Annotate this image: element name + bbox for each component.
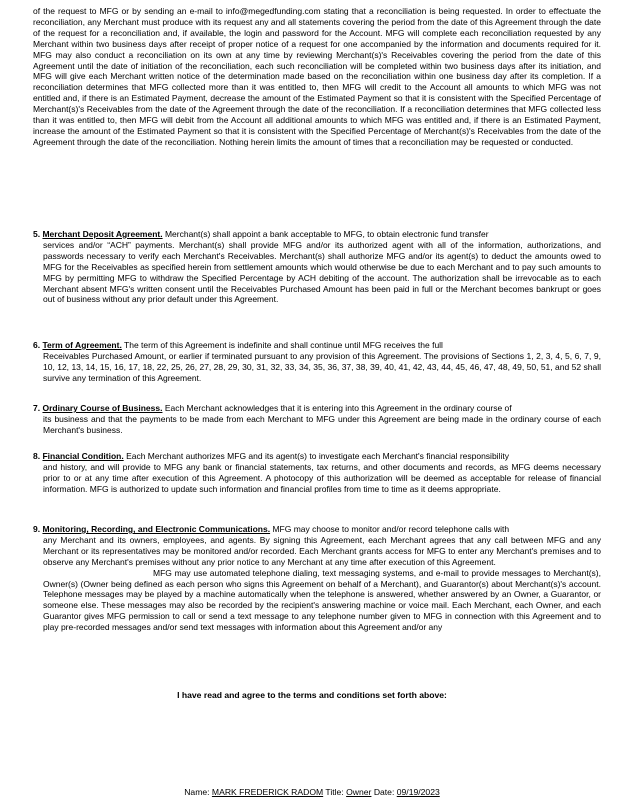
section-first-line: Merchant(s) shall appoint a bank acceptable to MFG, to obtain electronic fund transfer <box>162 229 489 239</box>
section-heading: Merchant Deposit Agreement. <box>42 229 163 239</box>
title-label: Title: <box>325 787 344 797</box>
section-first-line: Each Merchant acknowledges that it is entering into this Agreement in the ordinary course of <box>162 403 512 413</box>
section-first-line: Each Merchant authorizes MFG and its agent(s) to investigate each Merchant's financial responsibility <box>123 451 509 461</box>
section-5 <box>33 229 601 305</box>
date-label: Date: <box>373 787 395 797</box>
section-number: 8. <box>33 451 41 461</box>
section-first-line: MFG may choose to monitor and/or record telephone calls with <box>270 524 510 534</box>
name-label: Name: <box>184 787 210 797</box>
section-heading: Financial Condition. <box>42 451 124 461</box>
section-6 <box>33 340 601 384</box>
intro-paragraph: of the request to MFG or by sending an e-mail to info@megedfunding.com stating that a reconciliation is being requested. In order to effectuate the reconciliation, any Merchant must produce with its request any and all statements covering the period from the date of this Agreement through the date of the request for a reconciliation and, if available, the login and password for the Account. MFG will complete each reconciliation requested by any Merchant within two business days after receipt of proper notice of a request for one accompanied by the information and documents required for it. MFG may also conduct a reconciliation on its own at any time by reviewing Merchant(s)'s Receivables covering the period from the date of this Agreement until the date of initiation of the reconciliation, each such reconciliation will be completed within two business days after its initiation, and MFG will give each Merchant written notice of the determination made based on the reconciliation within one business day after its completion. If a reconciliation determines that MFG collected more than it was entitled to, then MFG will credit to the Account all amounts to which MFG was not entitled and, if there is an Estimated Payment, decrease the amount of the Estimated Payment so that it is consistent with the Specified Percentage of Merchant(s)'s Receivables from the date of the Agreement through the date of the reconciliation. If a reconciliation determines that MFG collected less than it was entitled to, then MFG will debit from the Account all additional amounts to which MFG was entitled and, if there is an Estimated Payment, increase the amount of the Estimated Payment so that it is consistent with the Specified Percentage of Merchant(s)'s Receivables from the date of the Agreement through the date of the reconciliation. Nothing herein limits the amount of times that a reconciliation may be requested or conducted. <box>33 6 601 147</box>
section-body: and history, and will provide to MFG any bank or financial statements, tax returns, and other documents and records, as MFG deems necessary prior to or at any time after execution of this Agreement. A photocopy of this authorization will be deemed as acceptable for release of financial information. MFG is authorized to update such information and financial profiles from time to time as it deems appropriate. <box>43 461 601 494</box>
section-8 <box>33 451 601 495</box>
section-number: 7. <box>33 403 41 413</box>
section-body: its business and that the payments to be made from each Merchant to MFG under this Agreement are being made in the ordinary course of each Merchant's business. <box>43 413 601 435</box>
section-number: 6. <box>33 340 41 350</box>
section-heading: Term of Agreement. <box>42 340 122 350</box>
section-heading: Ordinary Course of Business. <box>42 403 163 413</box>
name-value: MARK FREDERICK RADOM <box>211 787 324 797</box>
date-value: 09/19/2023 <box>396 787 440 797</box>
section-7 <box>33 403 601 436</box>
section-number: 5. <box>33 229 41 239</box>
section-number: 9. <box>33 524 41 534</box>
section-heading: Monitoring, Recording, and Electronic Communications. <box>42 524 271 534</box>
section-body: services and/or “ACH” payments. Merchant(s) shall provide MFG and/or its authorized agent with all of the information, authorizations, and passwords necessary to verify each Merchant's Receivables. Merchant(s) shall authorize MFG and/or its agent(s) to deduct the amounts owed to MFG for the Receivables as specified herein from settlement amounts which would otherwise be due to each Merchant and to pay such amounts to MFG by permitting MFG to withdraw the Specified Percentage by ACH debiting of the account. The authorization shall be irrevocable as to each Merchant absent MFG's written consent until the Receivables Purchased Amount has been paid in full or the Merchant becomes bankrupt or goes out of business without any prior default under this Agreement. <box>43 239 601 305</box>
section-9 <box>33 524 601 633</box>
signature-line <box>0 787 624 797</box>
section-body: any Merchant and its owners, employees, and agents. By signing this Agreement, each Merchant agrees that any call between MFG and any Merchant or its representatives may be monitored and/or recorded. Each Merchant grants access for MFG to enter any Merchant's premises and to observe any Merchant's premises without any prior notice to any Merchant at any time after execution of this Agreement. <box>43 534 601 567</box>
section-body: Receivables Purchased Amount, or earlier if terminated pursuant to any provision of this Agreement. The provisions of Sections 1, 2, 3, 4, 5, 6, 7, 9, 10, 12, 13, 14, 15, 16, 17, 18, 22, 25, 26, 27, 28, 29, 30, 31, 32, 33, 34, 35, 36, 37, 38, 39, 40, 41, 42, 43, 44, 45, 46, 47, 48, 49, 50, 51, and 52 shall survive any termination of this Agreement. <box>43 350 601 383</box>
section-first-line: The term of this Agreement is indefinite and shall continue until MFG receives the full <box>121 340 443 350</box>
title-value: Owner <box>346 787 372 797</box>
section-body-paragraph-2: MFG may use automated telephone dialing, text messaging systems, and e-mail to provide messages to Merchant(s), Owner(s) (Owner being defined as each person who signs this Agreement on behalf of a Merchant), and Guarantor(s) about Merchant(s)'s account. Telephone messages may be played by a machine automatically when the telephone is answered, whether answered by an Owner, a Guarantor, or someone else. These messages may also be recorded by the recipient's answering machine or voice mail. Each Merchant, each Owner, and each Guarantor gives MFG permission to call or send a text message to any telephone number given to MFG in connection with this Agreement and to play pre-recorded messages and/or send text messages with information about this Agreement and/or any <box>43 567 601 633</box>
acknowledgement-statement: I have read and agree to the terms and conditions set forth above: <box>177 690 447 700</box>
